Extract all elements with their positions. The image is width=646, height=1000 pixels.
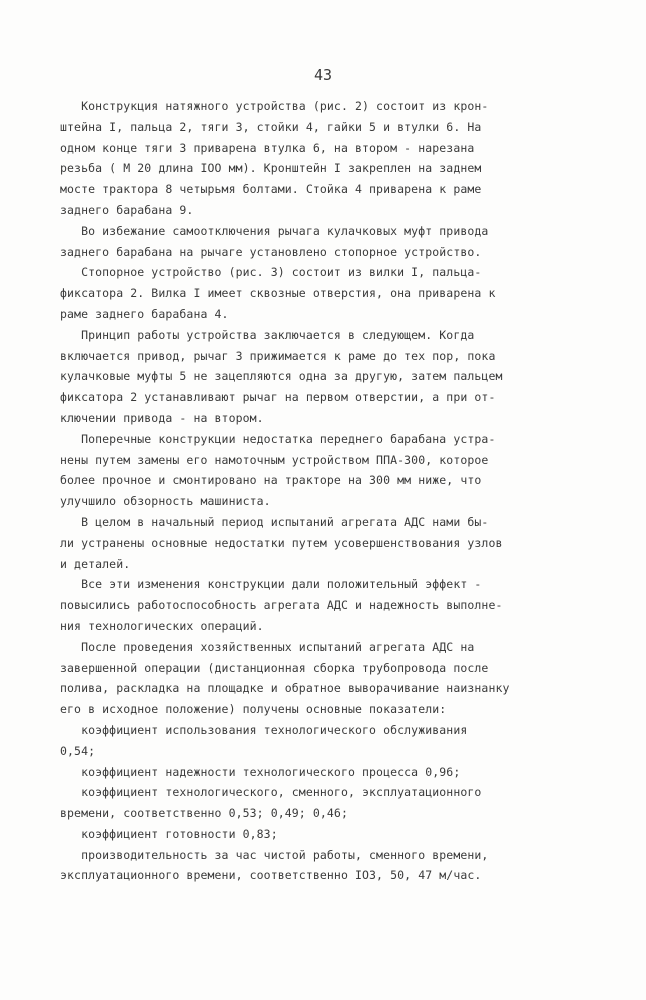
text-line: После проведения хозяйственных испытаний агрегата АДС на	[60, 639, 475, 654]
text-line: фиксатора 2 устанавливают рычаг на первом отверстии, а при от-	[60, 390, 496, 405]
text-line: ключении привода - на втором.	[60, 410, 264, 425]
text-line: улучшило обзорность машиниста.	[60, 494, 271, 509]
text-line: Принцип работы устройства заключается в следующем. Когда	[60, 327, 475, 342]
text-line: и деталей.	[60, 556, 131, 571]
text-line: коэффициент надежности технологического процесса 0,96;	[60, 764, 461, 779]
text-line: завершенной операции (дистанционная сборка трубопровода после	[60, 660, 489, 675]
text-line: мосте трактора 8 четырьмя болтами. Стойка 4 приварена к раме	[60, 182, 482, 197]
text-line: ли устранены основные недостатки путем усовершенствования узлов	[60, 535, 503, 550]
text-line: Конструкция натяжного устройства (рис. 2) состоит из крон-	[60, 99, 489, 113]
text-line: 0,54;	[60, 743, 96, 758]
text-line: эксплуатационного времени, соответственно IO3, 50, 47 м/час.	[60, 868, 482, 883]
text-line: раме заднего барабана 4.	[60, 306, 229, 321]
text-line: включается привод, рычаг 3 прижимается к раме до тех пор, пока	[60, 348, 496, 363]
text-line: Стопорное устройство (рис. 3) состоит из вилки I, пальца-	[60, 265, 482, 280]
text-line: его в исходное положение) получены основные показатели:	[60, 702, 447, 717]
text-line: одном конце тяги 3 приварена втулка 6, на втором - нарезана	[60, 140, 475, 155]
text-line: времени, соответственно 0,53; 0,49; 0,46;	[60, 806, 348, 821]
page-number: 43	[313, 66, 333, 84]
text-line: заднего барабана 9.	[60, 202, 194, 217]
text-line: производительность за час чистой работы, сменного времени,	[60, 847, 489, 862]
text-line: Во избежание самоотключения рычага кулачковых муфт привода	[60, 223, 489, 238]
text-line: заднего барабана на рычаге установлено стопорное устройство.	[60, 244, 482, 259]
text-line: полива, раскладка на площадке и обратное выворачивание наизнанку	[60, 681, 510, 696]
body-text	[60, 96, 600, 886]
text-line: резьба ( М 20 длина IOO мм). Кронштейн I закреплен на заднем	[60, 161, 482, 176]
text-line: повысились работоспособность агрегата АДС и надежность выполне-	[60, 598, 503, 613]
text-line: Поперечные конструкции недостатка переднего барабана устра-	[60, 431, 496, 446]
text-line: коэффициент готовности 0,83;	[60, 826, 278, 841]
text-line: более прочное и смонтировано на тракторе на 300 мм ниже, что	[60, 473, 482, 488]
text-line: коэффициент технологического, сменного, эксплуатационного	[60, 785, 482, 800]
text-line: Все эти изменения конструкции дали положительный эффект -	[60, 577, 482, 592]
text-line: ния технологических операций.	[60, 618, 264, 633]
text-line: штейна I, пальца 2, тяги 3, стойки 4, гайки 5 и втулки 6. На	[60, 119, 482, 134]
text-line: В целом в начальный период испытаний агрегата АДС нами бы-	[60, 514, 489, 529]
text-line: нены путем замены его намоточным устройством ППА-300, которое	[60, 452, 489, 467]
text-line: фиксатора 2. Вилка I имеет сквозные отверстия, она приварена к	[60, 286, 496, 301]
text-line: коэффициент использования технологического обслуживания	[60, 722, 468, 737]
text-line: кулачковые муфты 5 не зацепляются одна за другую, затем пальцем	[60, 369, 503, 384]
